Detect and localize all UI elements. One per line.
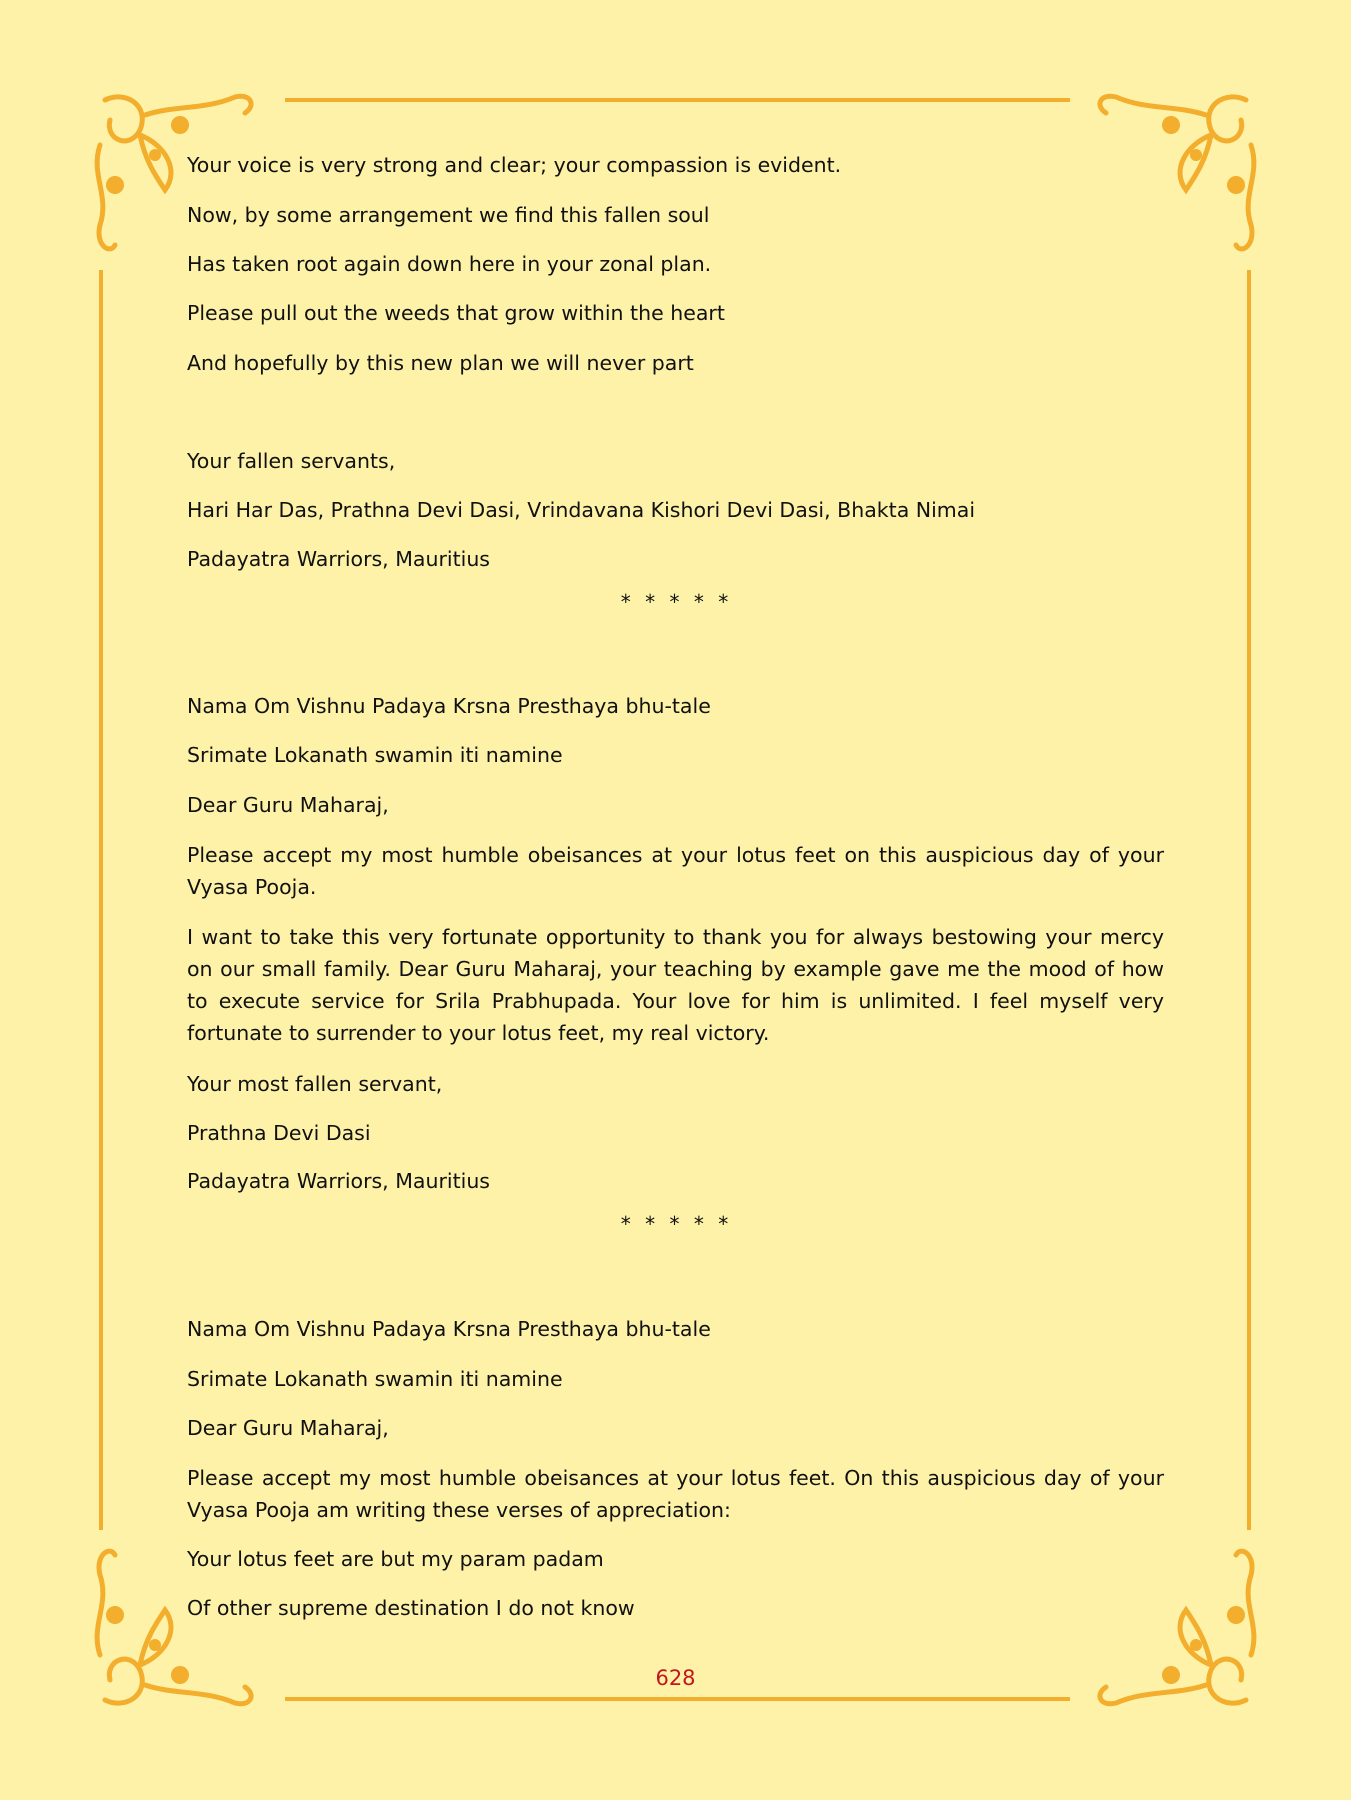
paragraph: Please accept my most humble obeisances at your lotus feet on this auspicious day of your Vyasa Pooja.: [187, 843, 1164, 899]
signatory-name: Prathna Devi Dasi: [187, 1121, 371, 1145]
closing: Your fallen servants,: [187, 449, 396, 473]
mantra-line: Nama Om Vishnu Padaya Krsna Presthaya bhu-tale: [187, 1317, 711, 1341]
poem-line: And hopefully by this new plan we will never part: [187, 351, 694, 375]
border-left: [99, 270, 103, 1530]
poem-line: Has taken root again down here in your zonal plan.: [187, 252, 712, 276]
separator: * * * * *: [620, 1212, 733, 1236]
border-right: [1247, 270, 1251, 1530]
poem-line: Your voice is very strong and clear; your compassion is evident.: [187, 153, 842, 177]
verse-line: Of other supreme destination I do not know: [187, 1596, 635, 1620]
closing: Your most fallen servant,: [187, 1072, 443, 1096]
poem-line: Now, by some arrangement we find this fallen soul: [187, 203, 710, 227]
border-top: [285, 98, 1070, 102]
salutation: Dear Guru Maharaj,: [187, 1416, 389, 1440]
paragraph: I want to take this very fortunate opportunity to thank you for always bestowing your mercy on our small family. Dear Guru Maharaj, your teaching by example gave me the mood of how to execute service for Srila Prabhupada. Your love for him is unlimited. I feel myself very fortunate to surrender to your lotus feet, my real victory.: [187, 925, 1164, 1045]
mantra-line: Srimate Lokanath swamin iti namine: [187, 743, 563, 767]
border-bottom: [285, 1697, 1070, 1701]
paragraph: Please accept my most humble obeisances at your lotus feet. On this auspicious day of your Vyasa Pooja am writing these verses of appreciation:: [187, 1466, 1164, 1522]
page-number: 628: [655, 1666, 696, 1690]
signatory-group: Padayatra Warriors, Mauritius: [187, 1169, 490, 1193]
signatory-names: Hari Har Das, Prathna Devi Dasi, Vrindavana Kishori Devi Dasi, Bhakta Nimai: [187, 498, 976, 522]
mantra-line: Srimate Lokanath swamin iti namine: [187, 1367, 563, 1391]
signatory-group: Padayatra Warriors, Mauritius: [187, 547, 490, 571]
poem-line: Please pull out the weeds that grow within the heart: [187, 301, 725, 325]
mantra-line: Nama Om Vishnu Padaya Krsna Presthaya bhu-tale: [187, 694, 711, 718]
salutation: Dear Guru Maharaj,: [187, 793, 389, 817]
verse-line: Your lotus feet are but my param padam: [187, 1547, 604, 1571]
separator: * * * * *: [620, 590, 733, 614]
